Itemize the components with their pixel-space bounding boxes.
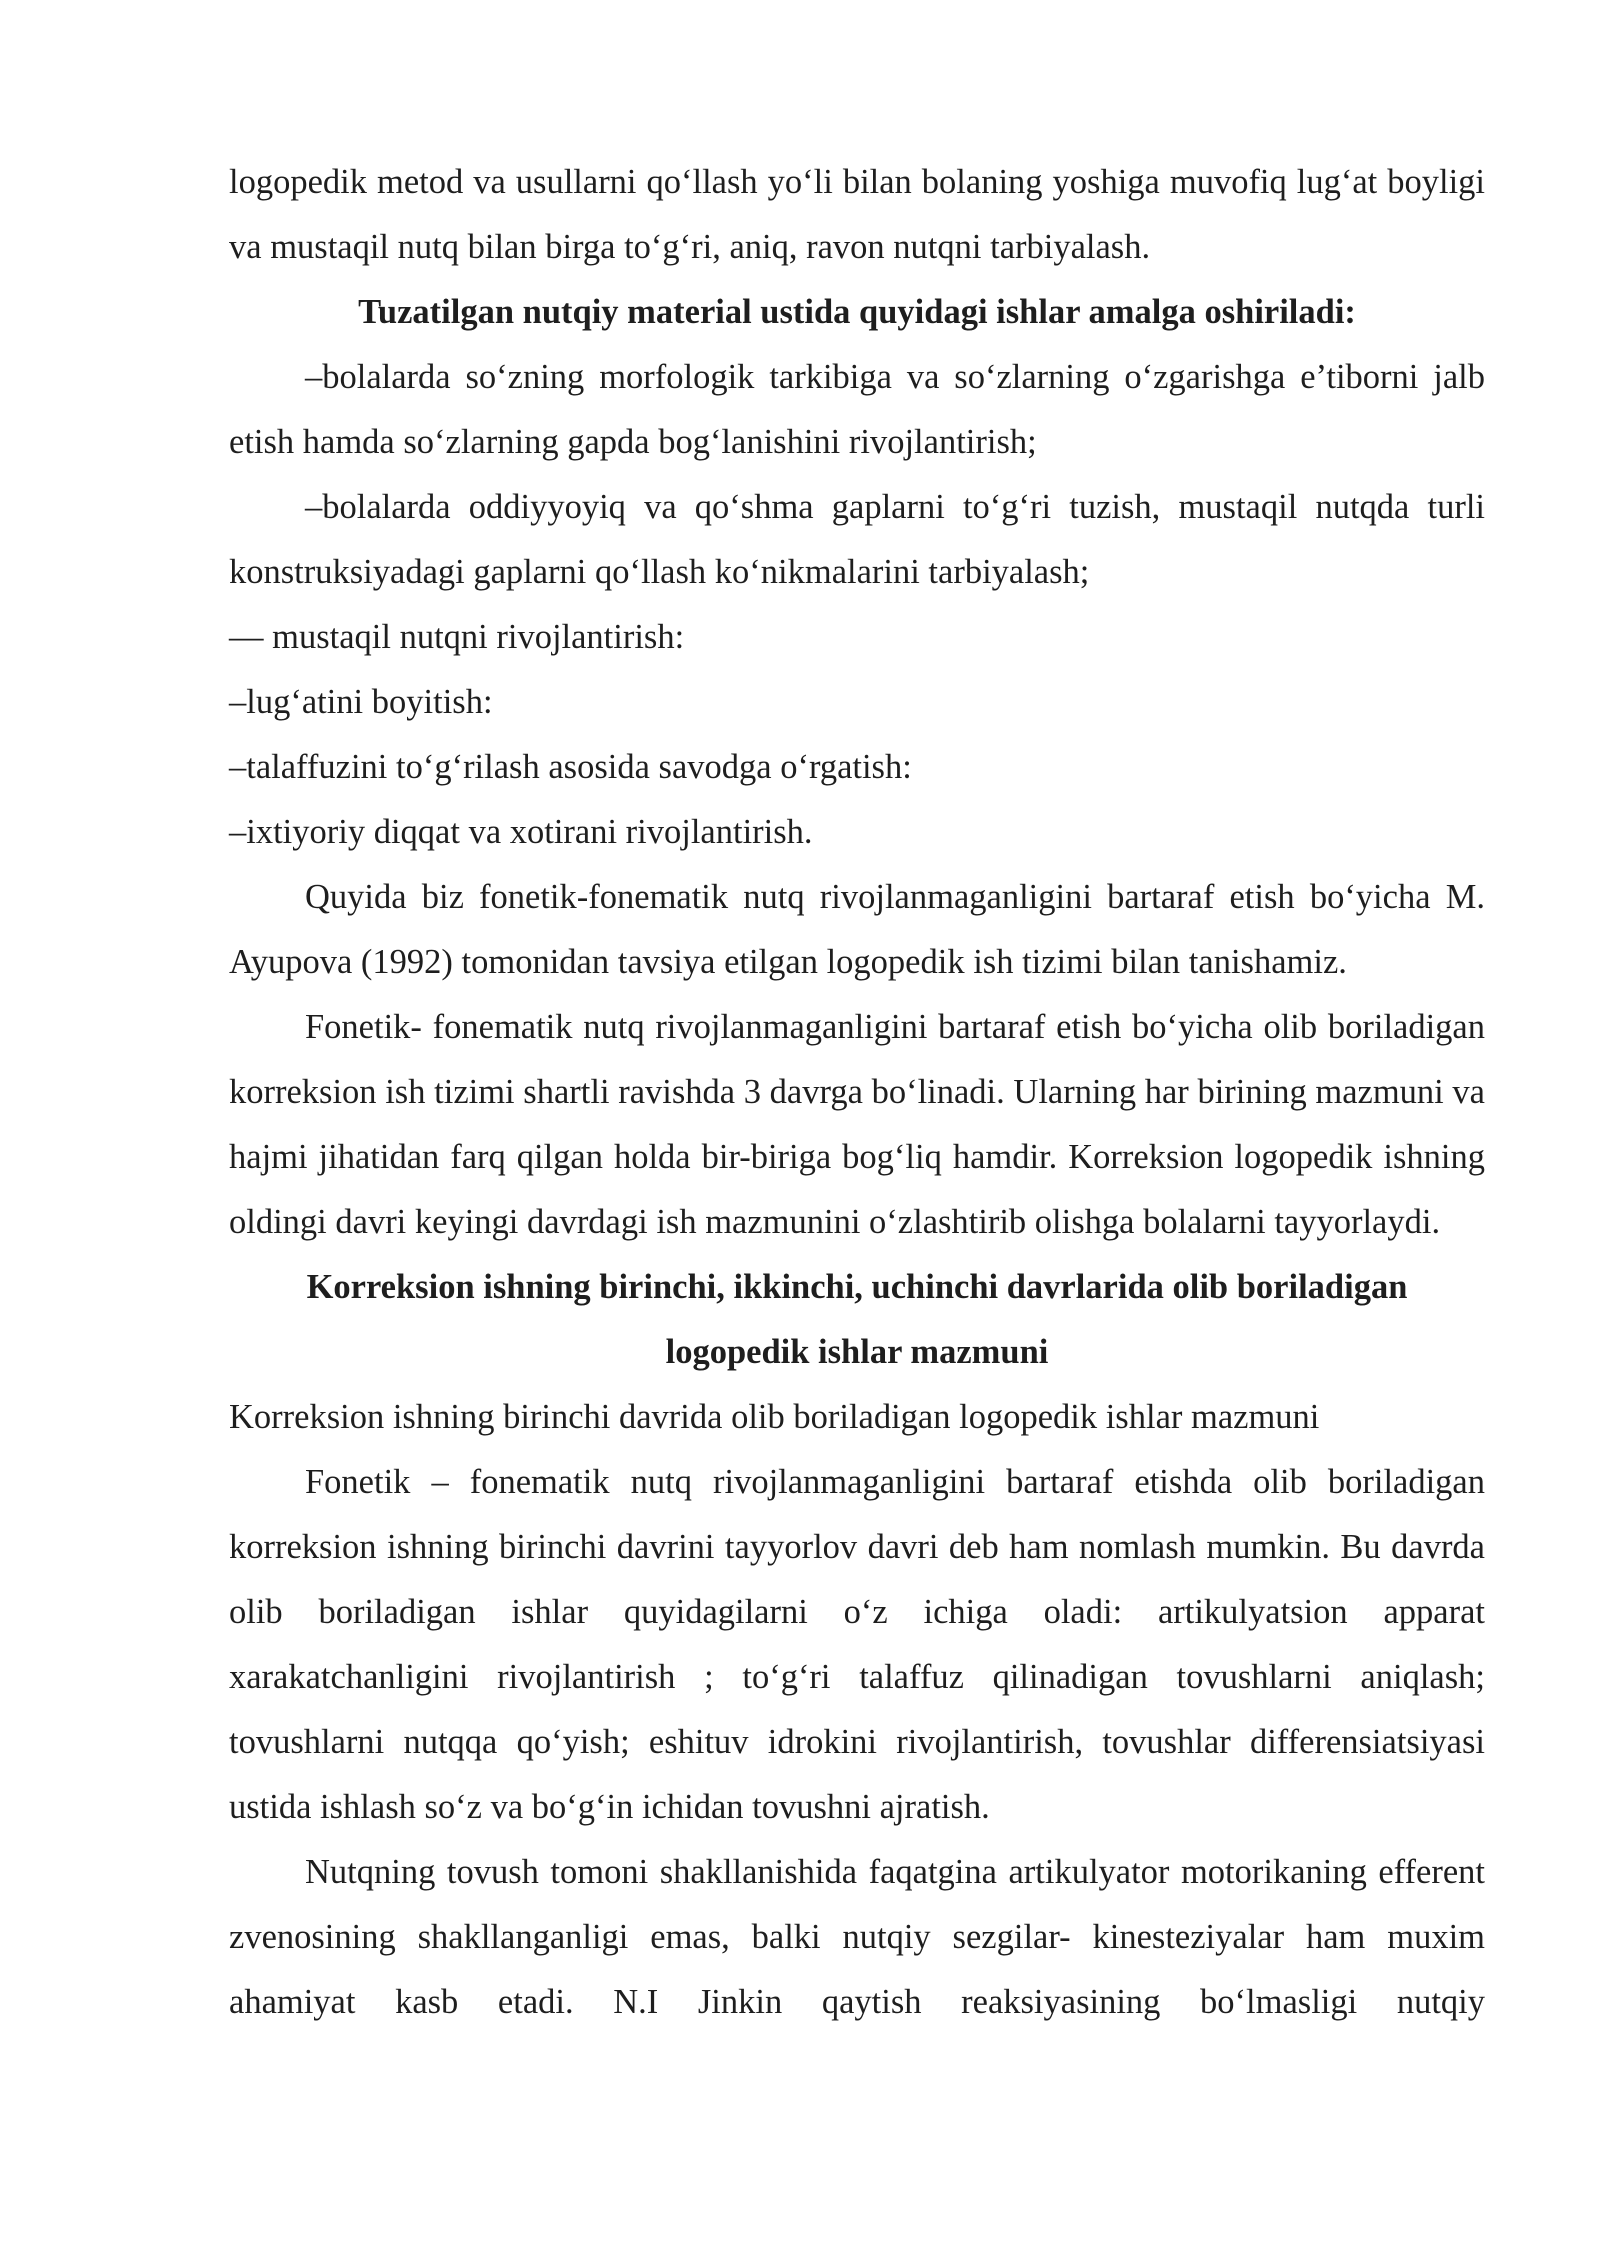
list-item-vocabulary: –lug‘atini boyitish: [229,683,493,721]
section-heading-tasks: Tuzatilgan nutqiy material ustida quyidagi ishlar amalga oshiriladi: [358,293,1356,331]
paragraph-goal-continuation: logopedik metod va usullarni qo‘llash yo‘li bilan bolaning yoshiga muvofiq lug‘at boyligi va mustaqil nutq bilan birga to‘g‘ri, aniq, ravon nutqni tarbiyalash. [229,163,1485,266]
section-heading-periods-line1: Korreksion ishning birinchi, ikkinchi, uchinchi davrlarida olib boriladigan [306,1268,1408,1306]
section-heading-periods-line2: logopedik ishlar mazmuni [665,1333,1049,1371]
list-item-literacy: –talaffuzini to‘g‘rilash asosida savodga o‘rgatish: [229,748,912,786]
paragraph-three-periods: Fonetik- fonematik nutq rivojlanmaganligini bartaraf etish bo‘yicha olib boriladigan korreksion ish tizimi shartli ravishda 3 davrga bo‘linadi. Ularning har birining mazmuni va hajmi jihatidan farq qilgan holda bir-biriga bog‘liq hamdir. Korreksion logopedik ishning oldingi davri keyingi davrdagi ish mazmunini o‘zlashtirib olishga bolalarni tayyorlaydi. [229,1008,1485,1241]
list-item-morphology: –bolalarda so‘zning morfologik tarkibiga va so‘zlarning o‘zgarishga e’tiborni jalb etish hamda so‘zlarning gapda bog‘lanishini rivojlantirish; [229,358,1485,461]
paragraph-ayupova-system: Quyida biz fonetik-fonematik nutq rivojlanmaganligini bartaraf etish bo‘yicha M. Ayupova (1992) tomonidan tavsiya etilgan logopedik ish tizimi bilan tanishamiz. [229,878,1485,981]
paragraph-sound-formation: Nutqning tovush tomoni shakllanishida faqatgina artikulyator motorikaning efferent zvenosining shakllanganligi emas, balki nutqiy sezgilar- kinesteziyalar ham muxim ahamiyat kasb etadi. N.I Jinkin qaytish reaksiyasining bo‘lmasligi nutqiy [229,1853,1485,2021]
document-page [229,150,1485,2035]
list-item-attention-memory: –ixtiyoriy diqqat va xotirani rivojlantirish. [229,813,813,851]
list-item-independent-speech: — mustaqil nutqni rivojlantirish: [229,618,685,656]
subheading-first-period: Korreksion ishning birinchi davrida olib boriladigan logopedik ishlar mazmuni [229,1398,1320,1436]
list-item-sentences: –bolalarda oddiyyoyiq va qo‘shma gaplarni to‘g‘ri tuzish, mustaqil nutqda turli konstruksiyadagi gaplarni qo‘llash ko‘nikmalarini tarbiyalash; [229,488,1485,591]
paragraph-first-period: Fonetik – fonematik nutq rivojlanmaganligini bartaraf etishda olib boriladigan korreksion ishning birinchi davrini tayyorlov davri deb ham nomlash mumkin. Bu davrda olib boriladigan ishlar quyidagilarni o‘z ichiga oladi: artikulyatsion apparat xarakatchanligini rivojlantirish ; to‘g‘ri talaffuz qilinadigan tovushlarni aniqlash; tovushlarni nutqqa qo‘yish; eshituv idrokini rivojlantirish, tovushlar differensiatsiyasi ustida ishlash so‘z va bo‘g‘in ichidan tovushni ajratish. [229,1463,1485,1826]
